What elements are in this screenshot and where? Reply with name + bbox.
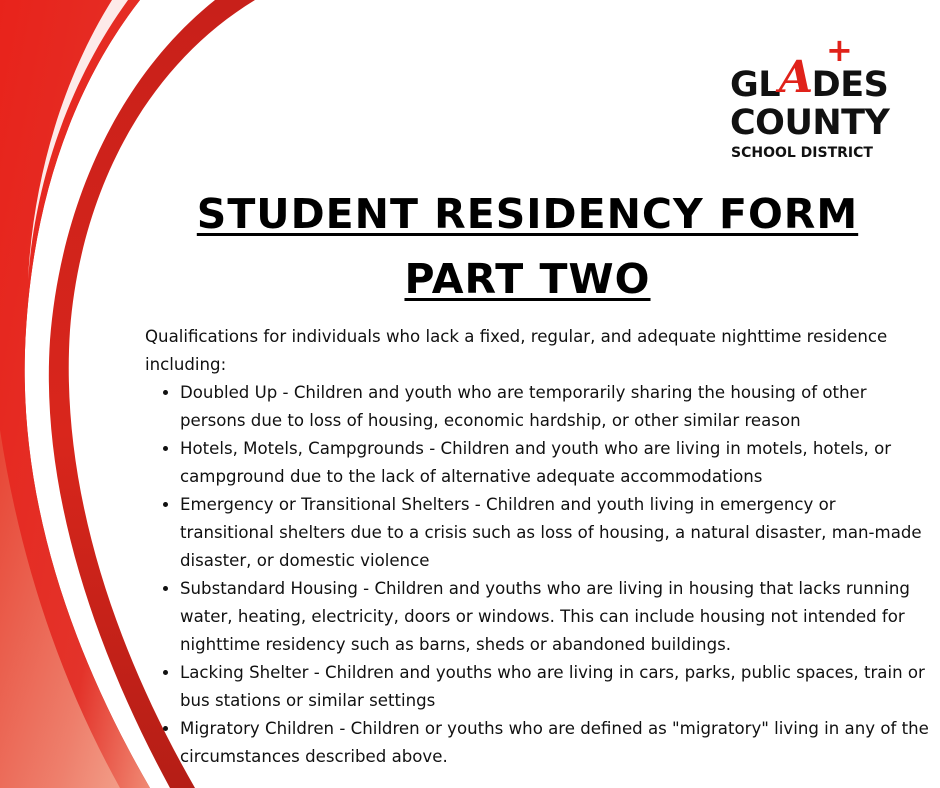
logo-plus-icon: +: [826, 31, 853, 69]
qualifications-section: [145, 323, 930, 771]
logo-wordmark-glades: GLADES: [730, 52, 889, 105]
intro-text: Qualifications for individuals who lack a fixed, regular, and adequate nighttime residence including:: [145, 327, 888, 374]
list-item: • Doubled Up - Children and youth who are temporarily sharing the housing of other persons due to loss of housing, economic hardship, or other similar reason: [180, 379, 930, 435]
list-item: • Lacking Shelter - Children and youths who are living in cars, parks, public spaces, train or bus stations or similar settings: [180, 659, 930, 715]
list-item: • Migratory Children - Children or youths who are defined as "migratory" living in any of the circumstances described above.: [180, 715, 930, 771]
list-item: • Substandard Housing - Children and youths who are living in housing that lacks running water, heating, electricity, doors or windows. This can include housing not intended for nighttime residency such as barns, sheds or abandoned buildings.: [180, 575, 930, 659]
list-item: • Emergency or Transitional Shelters - Children and youth living in emergency or transitional shelters due to a crisis such as loss of housing, a natural disaster, man-made disaster, or domestic violence: [180, 491, 930, 575]
page-title-line2: PART TWO: [404, 255, 651, 303]
logo-wordmark-school-district: SCHOOL DISTRICT: [731, 145, 873, 161]
glades-county-school-district-logo: [728, 31, 903, 170]
list-item: • Hotels, Motels, Campgrounds - Children and youth who are living in motels, hotels, or campground due to the lack of alternative adequate accommodations: [180, 435, 930, 491]
qualifications-list: [145, 379, 930, 771]
logo-wordmark-county: COUNTY: [730, 103, 890, 143]
page-title-line1: STUDENT RESIDENCY FORM: [196, 190, 859, 238]
